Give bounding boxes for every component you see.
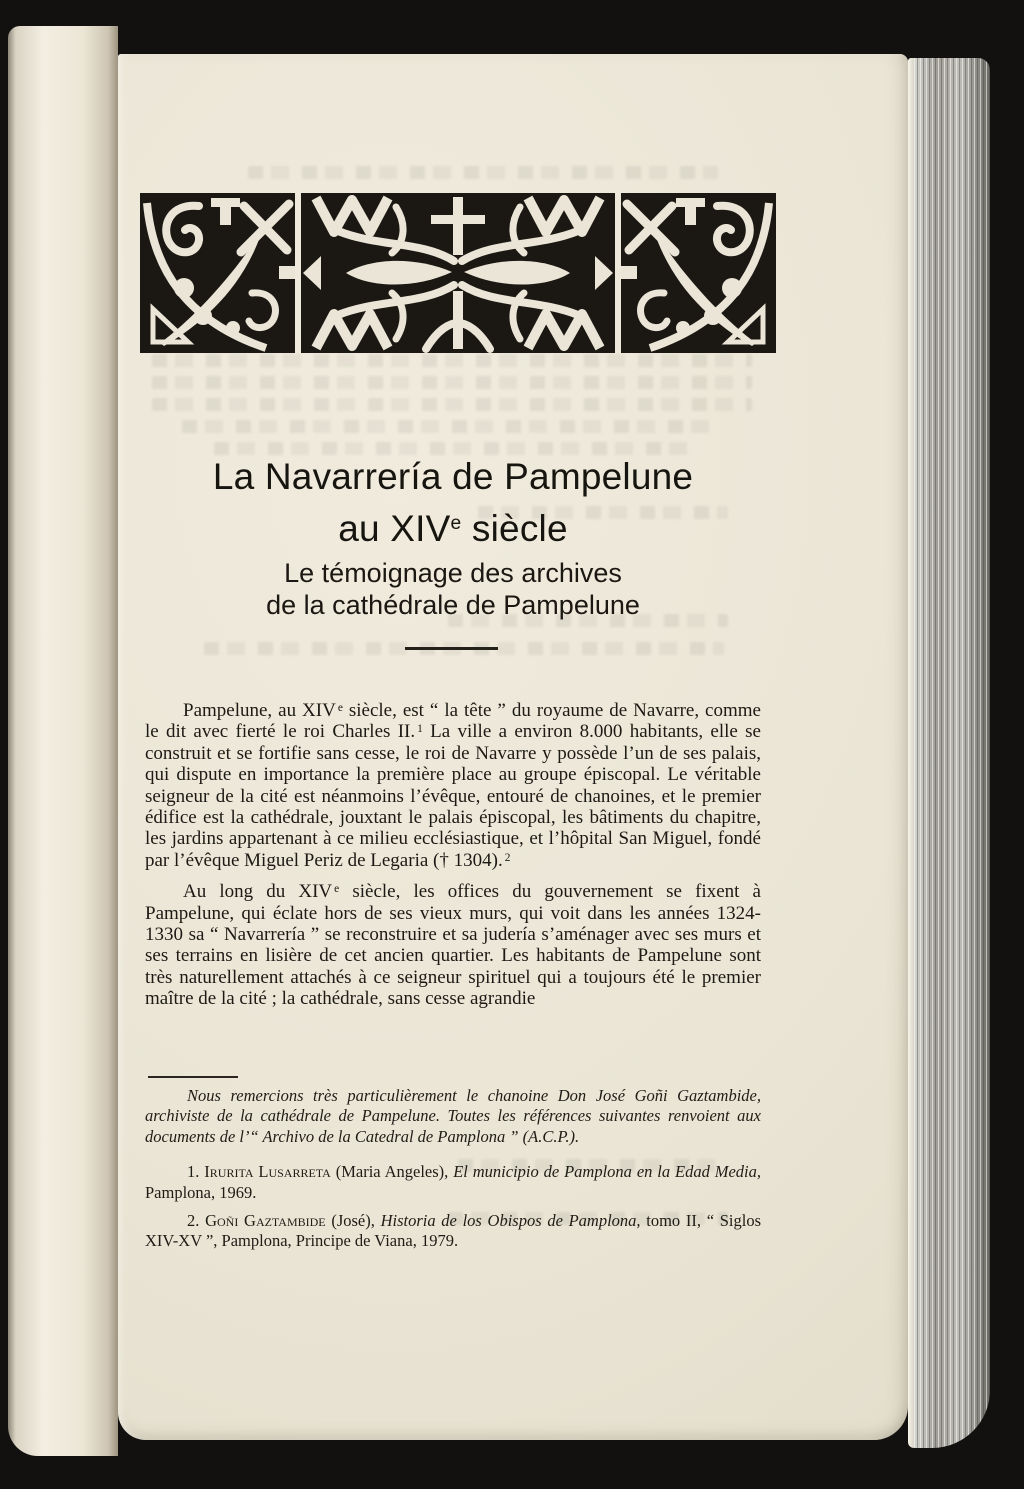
bleedthrough-ghost bbox=[152, 398, 752, 411]
title-line-1: La Navarrería de Pampelune bbox=[212, 456, 694, 497]
title-divider-rule bbox=[405, 647, 498, 650]
book-page bbox=[118, 54, 908, 1440]
facing-page-curl bbox=[8, 26, 118, 1456]
bleedthrough-ghost bbox=[152, 376, 752, 389]
page-stack-edge bbox=[908, 58, 990, 1448]
paragraph-1: Pampelune, au XIV $^e$ siècle, est “ la tête ” du royaume de Navarre, comme le dit avec fierté le roi Charles II. $^1$ La ville a environ 8.000 habitants, elle se construit et se fortifie sans cesse, le roi de Navarre y possède l’un de ses palais, qui dispute en importance la première place au groupe épiscopal. Le véritable seigneur de la cité est néanmoins l’évêque, entouré de chanoines, et le premier édifice est la cathédrale, jouxtant le palais épiscopal, les bâtiments du chapitre, les jardins appartenant à ce milieu ecclésiastique, et l’hôpital San Miguel, fondé par l’évêque Miguel Periz de Legaria († 1304). $^2$ bbox=[145, 700, 761, 871]
bleedthrough-ghost bbox=[248, 166, 718, 179]
title-line-2: au XIVe siècle bbox=[338, 508, 568, 549]
footnote-divider-rule bbox=[148, 1076, 238, 1078]
bleedthrough-ghost bbox=[152, 354, 752, 367]
page-title bbox=[145, 451, 761, 555]
footnotes bbox=[145, 1086, 761, 1260]
woodcut-headpiece-icon bbox=[140, 193, 776, 353]
paragraph-2: Au long du XIV $^e$ siècle, les offices du gouvernement se fixent à Pampelune, qui éclate hors de ses vieux murs, qui voit dans les années 1324-1330 sa “ Navarrería ” se reconstruire et sa judería s’aménager avec ses murs et ses terrains en lisière de cet ancien quartier. Les habitants de Pampelune sont très naturellement attachés à ce seigneur spirituel qui a toujours été le premier maître de la cité ; la cathédrale, sans cesse agrandie bbox=[145, 881, 761, 1010]
body-text bbox=[145, 700, 761, 1020]
footnote-1: 1. Irurita Lusarreta (Maria Angeles), El municipio de Pamplona en la Edad Media, Pamplona, 1969. bbox=[145, 1162, 762, 1202]
acknowledgement-note: Nous remercions très particulièrement le chanoine Don José Goñi Gaztambide, archiviste de la cathédrale de Pampelune. Toutes les références suivantes renvoient aux documents de l’“ Archivo de la Catedral de Pamplona ” (A.C.P.). bbox=[145, 1086, 761, 1146]
ornament-band bbox=[140, 193, 776, 353]
subtitle-line-1: Le témoignage des archives bbox=[284, 558, 622, 588]
bleedthrough-ghost bbox=[182, 420, 722, 433]
subtitle-line-2: de la cathédrale de Pampelune bbox=[266, 590, 640, 620]
title-ordinal-superscript: e bbox=[450, 513, 462, 535]
footnote-2: 2. Goñi Gaztambide (José), Historia de los Obispos de Pamplona, tomo II, “ Siglos XIV-XV ”, Pamplona, Principe de Viana, 1979. bbox=[145, 1211, 761, 1251]
page-subtitle bbox=[145, 557, 761, 621]
